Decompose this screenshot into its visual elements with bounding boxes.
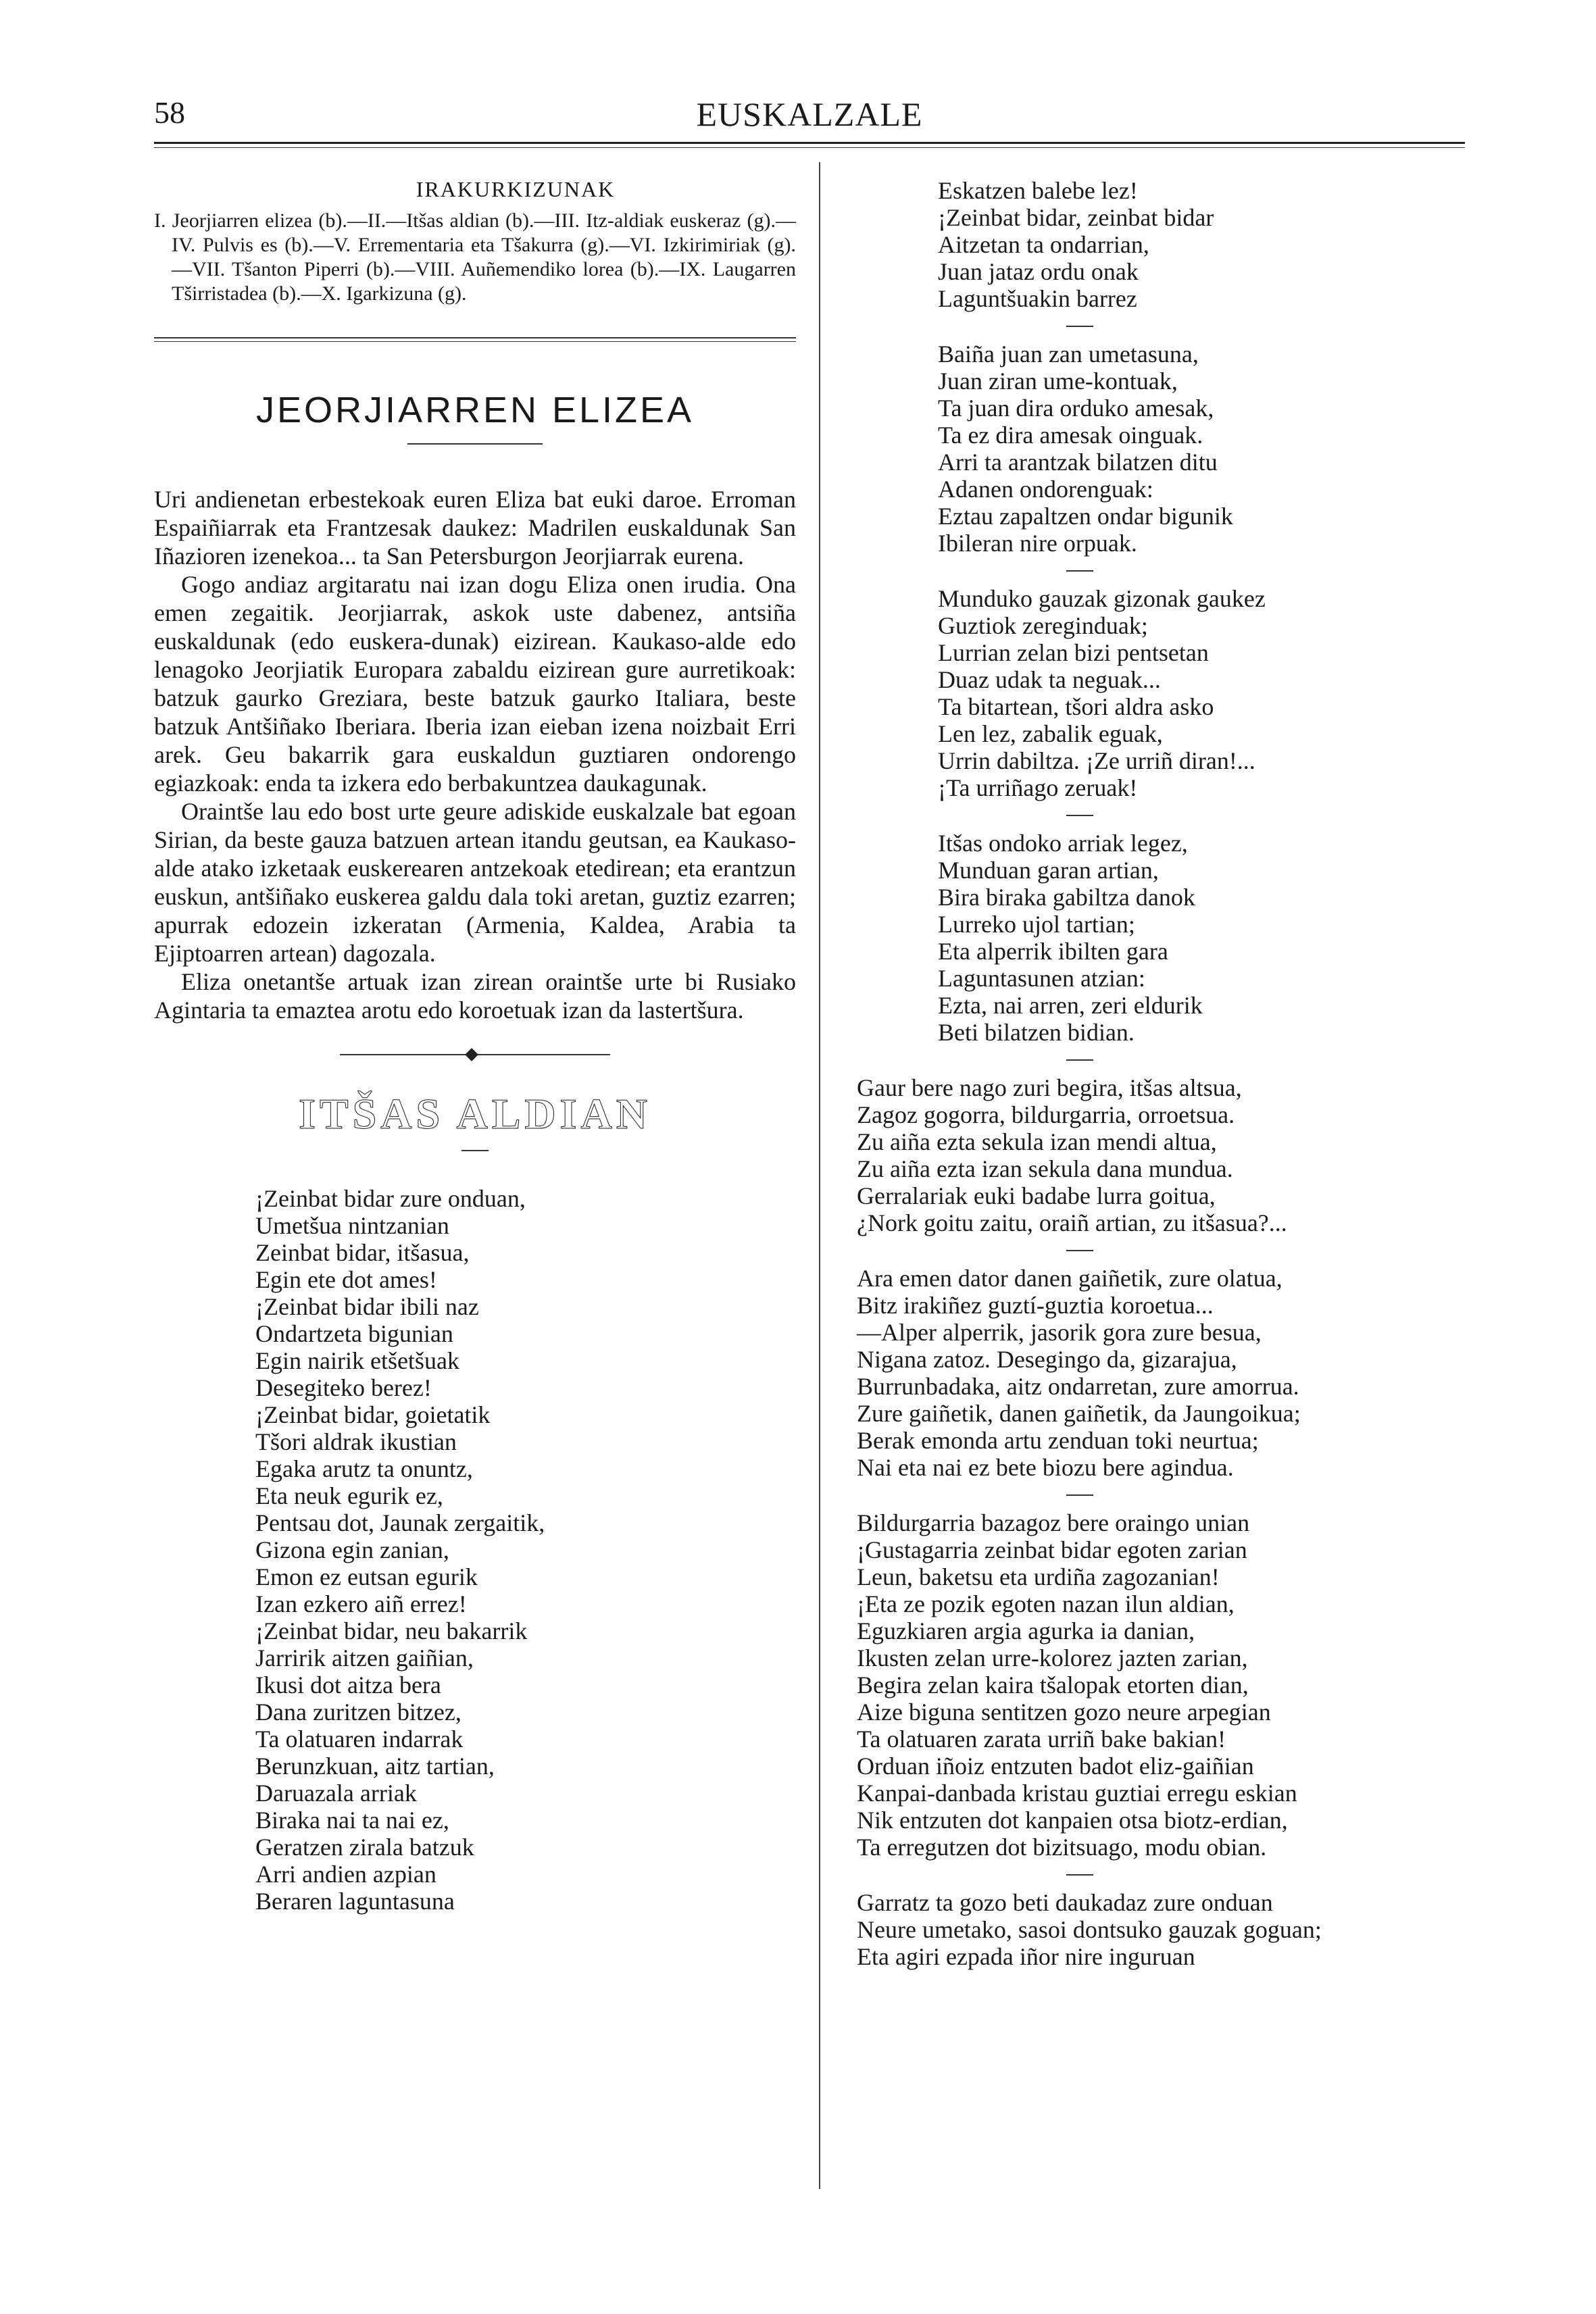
poem-stanza [843,341,1472,557]
poem-line: Len lez, zabalik eguak, [938,720,1163,747]
poem-line: Orduan iñoiz entzuten badot eliz-gaiñian [857,1753,1254,1780]
poem-line: Duaz udak ta neguak... [938,666,1161,693]
poem-line: Eguzkiaren argia agurka ia danian, [857,1617,1195,1644]
section-rule [154,337,796,342]
poem-line: Neure umetako, sasoi dontsuko gauzak goguan; [857,1916,1322,1943]
toc-heading: IRAKURKIZUNAK [416,177,616,201]
poem-line: Ta ez dira amesak oinguak. [938,422,1203,449]
poem-line: Arri andien azpian [255,1861,437,1888]
poem-line: Gaur bere nago zuri begira, itšas altsua, [857,1074,1242,1101]
poem-stanza [843,1265,1472,1481]
poem-line: ¡Zeinbat bidar zure onduan, [255,1185,526,1212]
poem-line: Izan ezkero aiñ errez! [255,1590,467,1617]
poem-line: Egin nairik etšetšuak [255,1347,459,1374]
poem-line: Zu aiña ezta izan sekula dana mundua. [857,1155,1233,1182]
stanza-separator [1066,1250,1093,1251]
poem-line: Ta bitartean, tšori aldra asko [938,693,1214,720]
poem-line: Nai eta nai ez bete biozu bere agindua. [857,1454,1234,1481]
poem-title: ITŠAS ALDIAN [299,1090,651,1138]
article-paragraph: Oraintše lau edo bost urte geure adiskide euskalzale bat egoan Sirian, da beste gauza batzuen artean itandu geutsan, ea Kaukaso-alde atako izketaak euskerearen antzekoak etedirean; eta erantzun euskun, antšiñako euskerea galdu dala toki aretan, guztiz ezarren; apurrak edozein izkeratan (Armenia, Kaldea, Arabia ta Ejiptoarren artean) dagozala. [154,798,796,967]
poem-line: Ondartzeta bigunian [255,1320,453,1347]
poem-line: Urrin dabiltza. ¡Ze urriñ diran!... [938,747,1255,774]
poem-line: Ezta, nai arren, zeri eldurik [938,992,1203,1019]
poem-line: Eta alperrik ibilten gara [938,938,1168,965]
poem-line: Eskatzen balebe lez! [938,177,1138,204]
page-number: 58 [154,95,185,130]
header-rule-thin [154,147,1465,148]
poem-line: Laguntasunen atzian: [938,965,1145,992]
poem-line: Burrunbadaka, aitz ondarretan, zure amorrua. [857,1373,1299,1400]
poem-line: Pentsau dot, Jaunak zergaitik, [255,1509,545,1536]
article-paragraph: Gogo andiaz argitaratu nai izan dogu Eliza onen irudia. Ona emen zegaitik. Jeorjiarrak, askok uste dabenez, antsiña euskaldunak (edo euskera-dunak) eizirean. Kaukaso-alde edo lenagoko Jeorjiatik Europara zabaldu eizirean gure aurretikoak: batzuk gaurko Greziara, beste batzuk gaurko Italiara, beste batzuk Antšiñako Iberiara. Iberia izan eieban izena noizbait Erri arek. Geu bakarrik gara euskaldun guztiaren ondorengo egiazkoak: enda ta izkera edo berbakuntzea daukagunak. [154,571,796,797]
poem-line: Begira zelan kaira tšalopak etorten dian, [857,1671,1249,1699]
poem-line: Biraka nai ta nai ez, [255,1807,449,1834]
poem-line: Tšori aldrak ikustian [255,1428,457,1455]
poem-line: Munduko gauzak gizonak gaukez [938,585,1266,612]
poem-line: Nik entzuten dot kanpaien otsa biotz-erdian, [857,1807,1288,1834]
poem-title-rule [462,1150,489,1151]
poem-line: ¡Gustagarria zeinbat bidar egoten zarian [857,1536,1247,1563]
header-rule [154,142,1465,144]
poem-left-verses [154,1185,796,1915]
poem-line: Ta erregutzen dot bizitsuago, modu obian. [857,1834,1267,1861]
poem-line: Arri ta arantzak bilatzen ditu [938,449,1218,476]
column-divider [819,162,820,2189]
poem-line: Aize biguna sentitzen gozo neure arpegian [857,1699,1271,1726]
poem-stanza [843,1889,1472,1970]
poem-line: Ta olatuaren indarrak [255,1726,464,1753]
article-paragraph: Eliza onetantše artuak izan zirean oraintše urte bi Rusiako Agintaria ta emaztea arotu edo koroetuak izan da lastertšura. [154,968,796,1024]
poem-line: Baiña juan zan umetasuna, [938,341,1199,368]
ornament-rule [340,1054,610,1055]
poem-line: Lurreko ujol tartian; [938,911,1135,938]
poem-line: Itšas ondoko arriak legez, [938,830,1188,857]
poem-line: Aitzetan ta ondarrian, [938,231,1149,258]
poem-line: Guztiok zereginduak; [938,612,1148,639]
poem-line: Lurrian zelan bizi pentsetan [938,639,1209,666]
poem-line: Egaka arutz ta onuntz, [255,1455,473,1482]
poem-line: Gizona egin zanian, [255,1536,449,1563]
poem-line: Munduan garan artian, [938,857,1159,884]
poem-line: ¡Ta urriñago zeruak! [938,774,1138,801]
poem-line: Leun, baketsu eta urdiña zagozanian! [857,1563,1220,1590]
poem-line: Bitz irakiñez guztí-guztia koroetua... [857,1292,1214,1319]
poem-stanza [843,1074,1472,1236]
stanza-separator [1066,1494,1093,1496]
poem-line: Ara emen dator danen gaiñetik, zure olatua, [857,1265,1282,1292]
article-body [154,485,796,1024]
poem-line: Nigana zatoz. Desegingo da, gizarajua, [857,1346,1237,1373]
poem-line: Desegiteko berez! [255,1374,432,1401]
poem-line: Garratz ta gozo beti daukadaz zure onduan [857,1889,1273,1916]
poem-stanza [843,177,1472,312]
poem-line: Berunzkuan, aitz tartian, [255,1753,495,1780]
poem-line: ¡Zeinbat bidar, zeinbat bidar [938,204,1214,231]
poem-stanza [843,585,1472,801]
stanza-separator [1066,570,1093,572]
poem-line: Daruazala arriak [255,1780,417,1807]
article-title: JEORJIARREN ELIZEA [255,390,695,430]
left-column [154,177,796,1915]
toc-text: I. Jeorjiarren elizea (b).—II.—Itšas aldian (b).—III. Itz-aldiak euskeraz (g).—IV. Pulvis es (b).—V. Errementaria eta Tšakurra (g).—VI. Izkirimiriak (g).—VII. Tšanton Piperri (b).—VIII. Auñemendiko lorea (b).—IX. Laugarren Tširristadea (b).—X. Igarkizuna (g). [154,209,796,305]
poem-line: Ikusi dot aitza bera [255,1671,441,1699]
poem-line: Zu aiña ezta sekula izan mendi altua, [857,1128,1217,1155]
poem-line: Bildurgarria bazagoz bere oraingo unian [857,1509,1250,1536]
poem-line: Kanpai-danbada kristau guztiai erregu eskian [857,1780,1297,1807]
poem-line: Beti bilatzen bidian. [938,1019,1134,1046]
poem-line: Eta neuk egurik ez, [255,1482,443,1509]
poem-line: Ikusten zelan urre-kolorez jazten zarian, [857,1644,1248,1671]
poem-line: Dana zuritzen bitzez, [255,1699,462,1726]
poem-line: Beraren laguntasuna [255,1888,455,1915]
page-header [154,95,1465,135]
poem-stanza [843,830,1472,1046]
stanza-separator [1066,1874,1093,1876]
poem-line: Egin ete dot ames! [255,1266,437,1293]
poem-line: ¡Zeinbat bidar, goietatik [255,1401,491,1428]
poem-line: Laguntšuakin barrez [938,285,1137,312]
poem-line: Zeinbat bidar, itšasua, [255,1239,470,1266]
poem-line: Ta juan dira orduko amesak, [938,395,1214,422]
stanza-separator [1066,326,1093,327]
poem-line: Gerralariak euki badabe lurra goitua, [857,1182,1216,1209]
ornament-diamond [465,1048,478,1061]
poem-line: Zagoz gogorra, bildurgarria, orroetsua. [857,1101,1235,1128]
article-paragraph: Uri andienetan erbestekoak euren Eliza bat euki daroe. Erroman Espaiñiarrak eta Frantzesak daukez: Madrilen euskaldunak San Iñazioren izenekoa... ta San Petersburgon Jeorjiarrak eurena. [154,486,796,570]
poem-line: Eta agiri ezpada iñor nire inguruan [857,1943,1195,1970]
poem-line: ¡Zeinbat bidar ibili naz [255,1293,479,1320]
poem-line: Juan ziran ume-kontuak, [938,368,1178,395]
poem-line: Zure gaiñetik, danen gaiñetik, da Jaungoikua; [857,1400,1301,1427]
poem-line: Juan jataz ordu onak [938,258,1139,285]
stanza-separator [1066,815,1093,816]
poem-line: ¡Eta ze pozik egoten nazan ilun aldian, [857,1590,1235,1617]
poem-line: Adanen ondorenguak: [938,476,1153,503]
poem-line: Emon ez eutsan egurik [255,1563,478,1590]
title-rule [407,443,543,445]
poem-line: Ibileran nire orpuak. [938,530,1137,557]
poem-line: Geratzen zirala batzuk [255,1834,474,1861]
stanza-separator [1066,1059,1093,1061]
poem-line: ¡Zeinbat bidar, neu bakarrik [255,1617,528,1644]
right-column [843,177,1472,1970]
poem-line: Eztau zapaltzen ondar bigunik [938,503,1233,530]
poem-line: ¿Nork goitu zaitu, oraiñ artian, zu itšasua?... [857,1209,1287,1236]
journal-title: EUSKALZALE [696,95,923,133]
poem-line: Berak emonda artu zenduan toki neurtua; [857,1427,1259,1454]
poem-line: Bira biraka gabiltza danok [938,884,1195,911]
poem-stanza [843,1509,1472,1861]
poem-line: Umetšua nintzanian [255,1212,449,1239]
poem-line: Jarririk aitzen gaiñian, [255,1644,474,1671]
poem-line: Ta olatuaren zarata urriñ bake bakian! [857,1726,1226,1753]
poem-line: —Alper alperrik, jasorik gora zure besua, [857,1319,1262,1346]
